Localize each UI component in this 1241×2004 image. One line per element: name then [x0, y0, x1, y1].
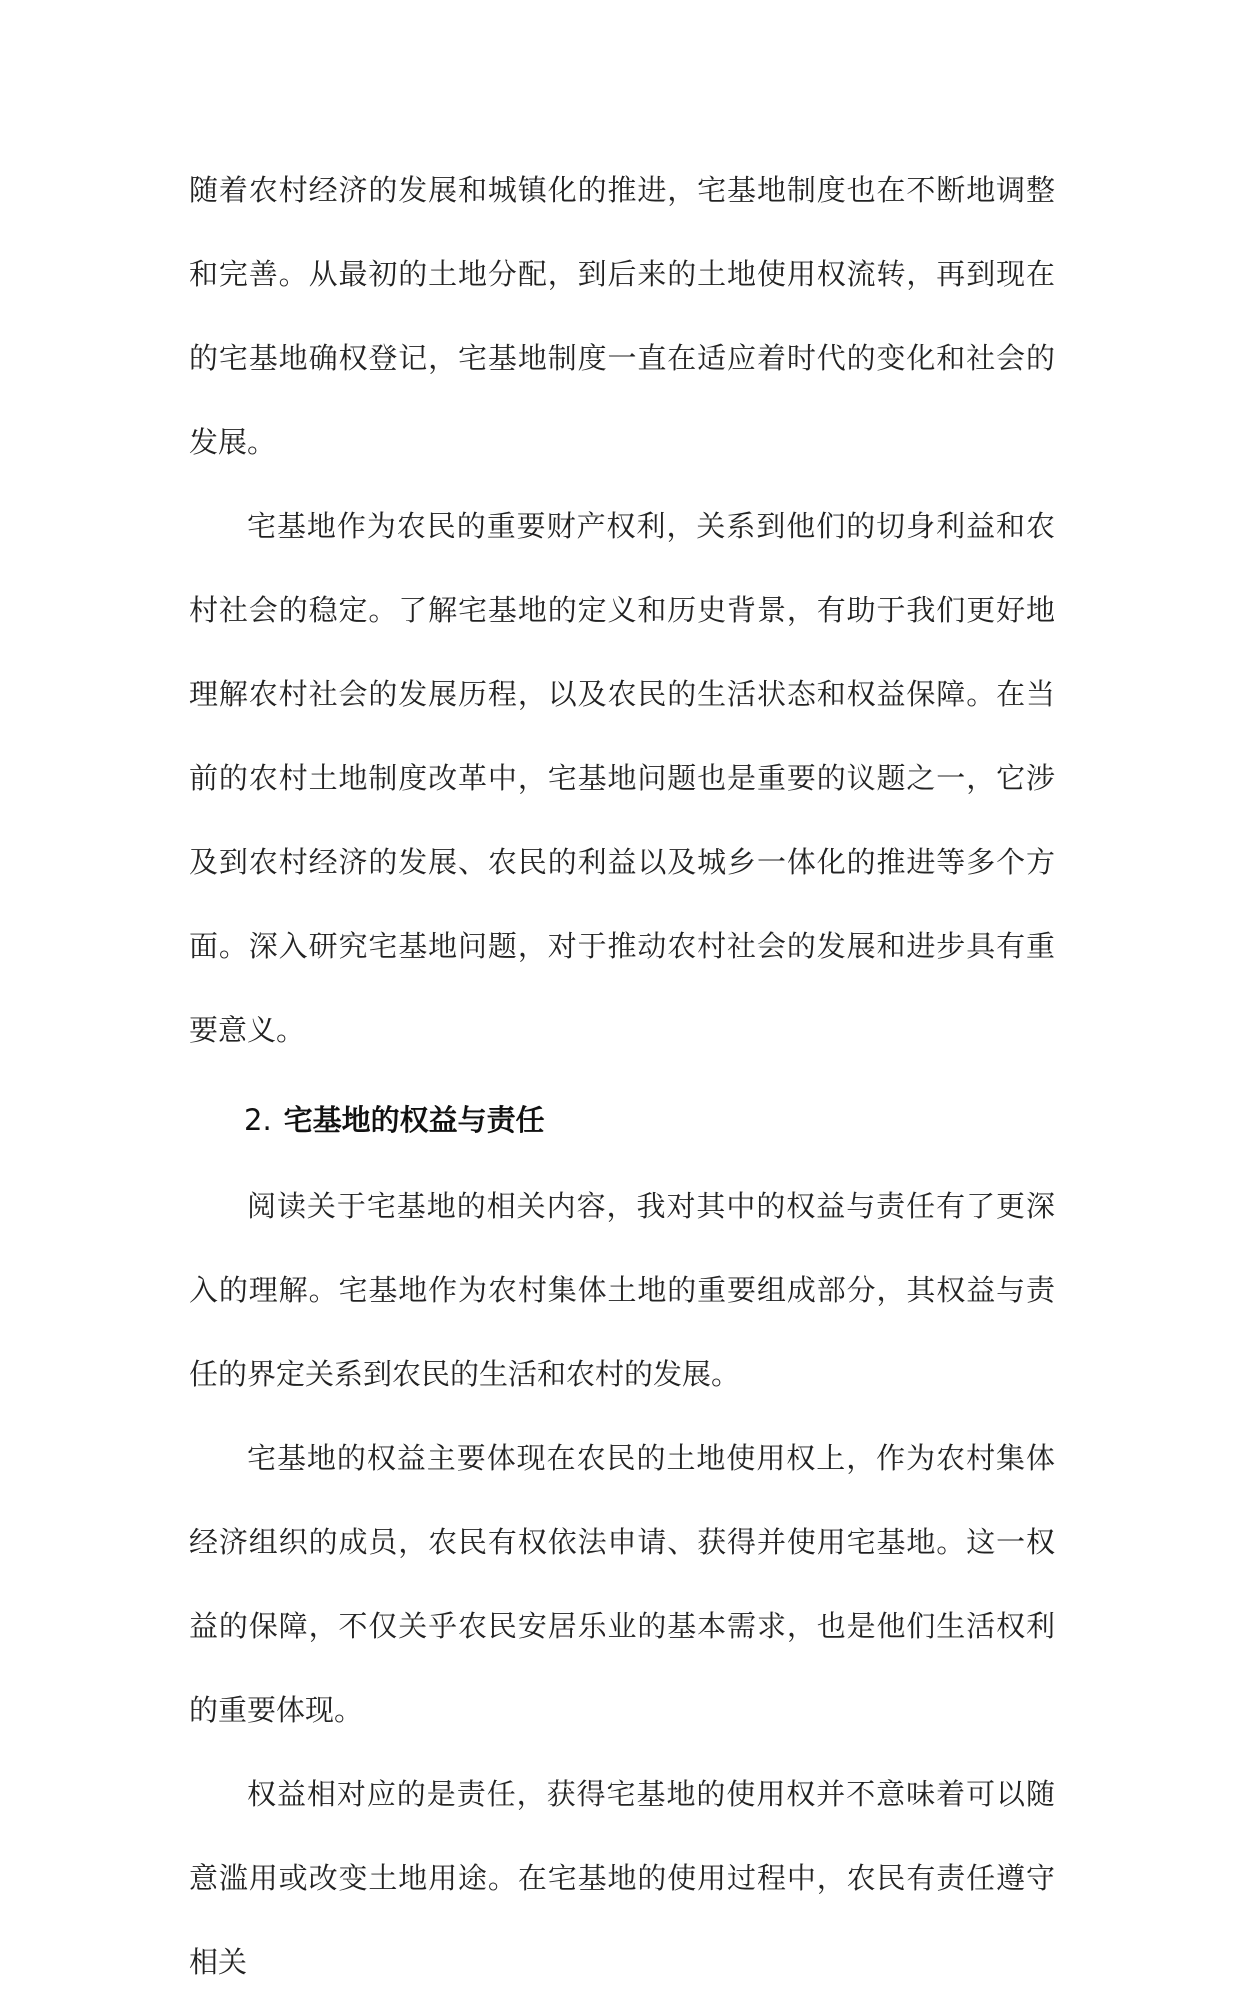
- document-body: [189, 148, 1055, 2004]
- section-number: 2.: [244, 1103, 272, 1137]
- paragraph: 阅读关于宅基地的相关内容，我对其中的权益与责任有了更深入的理解。宅基地作为农村集体土地的重要组成部分，其权益与责任的界定关系到农民的生活和农村的发展。: [189, 1189, 1055, 1391]
- paragraph: 权益相对应的是责任，获得宅基地的使用权并不意味着可以随意滥用或改变土地用途。在宅基地的使用过程中，农民有责任遵守相关: [189, 1777, 1055, 1979]
- paragraph-continued: 随着农村经济的发展和城镇化的推进，宅基地制度也在不断地调整和完善。从最初的土地分配，到后来的土地使用权流转，再到现在的宅基地确权登记，宅基地制度一直在适应着时代的变化和社会的发展。: [189, 173, 1055, 459]
- paragraph: 宅基地的权益主要体现在农民的土地使用权上，作为农村集体经济组织的成员，农民有权依法申请、获得并使用宅基地。这一权益的保障，不仅关乎农民安居乐业的基本需求，也是他们生活权利的重要体现。: [189, 1441, 1055, 1727]
- section-title: 宅基地的权益与责任: [283, 1103, 545, 1137]
- section-heading: [189, 1078, 1055, 1162]
- paragraph: 宅基地作为农民的重要财产权利，关系到他们的切身利益和农村社会的稳定。了解宅基地的定义和历史背景，有助于我们更好地理解农村社会的发展历程，以及农民的生活状态和权益保障。在当前的农村土地制度改革中，宅基地问题也是重要的议题之一，它涉及到农村经济的发展、农民的利益以及城乡一体化的推进等多个方面。深入研究宅基地问题，对于推动农村社会的发展和进步具有重要意义。: [189, 509, 1055, 1047]
